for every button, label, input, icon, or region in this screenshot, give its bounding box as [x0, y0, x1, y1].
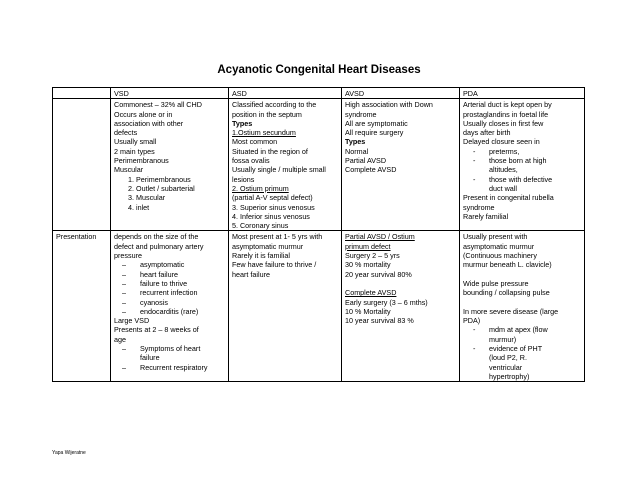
text-line: bounding / collapsing pulse	[463, 288, 550, 298]
header-cell-vsd: VSD	[111, 88, 229, 99]
dash-marker: –	[122, 344, 126, 354]
table-header-row	[53, 88, 585, 99]
text-line: 20 year survival 80%	[345, 269, 412, 279]
text-line: heart failure	[232, 269, 270, 279]
item-continuation: altitudes,	[489, 165, 518, 175]
text-line: Wide pulse pressure	[463, 278, 529, 288]
text-line: Most common	[232, 137, 278, 147]
text-line: prostaglandins in foetal life	[463, 109, 549, 119]
overview-avsd-cell	[342, 99, 460, 231]
dash-item	[114, 344, 225, 353]
dash-item	[114, 307, 225, 316]
text-line: Normal	[345, 146, 369, 156]
text-line: depends on the size of the	[114, 232, 199, 242]
hyphen-marker: -	[473, 344, 476, 354]
hyphen-item	[463, 325, 581, 334]
text-line: Rarely familial	[463, 211, 509, 221]
text-line: (Continuous machinery	[463, 251, 537, 261]
text-line: 3. Superior sinus venosus	[232, 202, 315, 212]
dash-marker: –	[122, 269, 126, 279]
dash-item	[114, 288, 225, 297]
item-text: mdm at apex (flow	[489, 325, 548, 335]
types-heading: Types	[232, 118, 253, 128]
hyphen-marker: -	[473, 325, 476, 335]
text-line: Usually single / multiple small	[232, 165, 326, 175]
text-line: Complete AVSD	[345, 165, 397, 175]
item-continuation: hypertrophy)	[489, 371, 530, 381]
text-line: High association with Down	[345, 100, 433, 110]
overview-vsd-cell	[111, 99, 229, 231]
text-line: Delayed closure seen in	[463, 137, 540, 147]
item-text: Recurrent respiratory	[140, 362, 208, 372]
text-line: Few have failure to thrive /	[232, 260, 317, 270]
text-line: association with other	[114, 118, 184, 128]
subheading: Complete AVSD	[345, 288, 397, 298]
text-line: 2 main types	[114, 146, 155, 156]
types-heading: Types	[345, 137, 366, 147]
text-line: All are symptomatic	[345, 118, 408, 128]
text-line: Surgery 2 – 5 yrs	[345, 251, 400, 261]
numbered-item: 4. inlet	[128, 202, 150, 212]
text-line: Usually closes in first few	[463, 118, 544, 128]
spacer	[463, 270, 581, 279]
text-line: 10 year survival 83 %	[345, 316, 414, 326]
overview-asd-cell	[229, 99, 342, 231]
numbered-item: 3. Muscular	[128, 193, 166, 203]
item-text: failure to thrive	[140, 278, 188, 288]
dash-marker: –	[122, 362, 126, 372]
item-text: preterms,	[489, 146, 520, 156]
header-cell-asd: ASD	[229, 88, 342, 99]
text-line: lesions	[232, 174, 255, 184]
text-line: Present in congenital rubella	[463, 193, 554, 203]
table-row-presentation	[53, 231, 585, 382]
dash-marker: –	[122, 288, 126, 298]
dash-item	[114, 279, 225, 288]
comparison-table	[52, 87, 585, 382]
text-line: age	[114, 334, 126, 344]
text-line: pressure	[114, 251, 142, 261]
spacer	[463, 298, 581, 307]
item-text: those born at high	[489, 156, 547, 166]
numbered-item: 2. Outlet / subarterial	[128, 183, 195, 193]
text-line: syndrome	[345, 109, 377, 119]
item-continuation: ventricular	[489, 362, 523, 372]
dash-item	[114, 298, 225, 307]
text-line: Classified according to the	[232, 100, 317, 110]
text-line: Situated in the region of	[232, 146, 308, 156]
presentation-asd-cell	[229, 231, 342, 382]
text-line: asymptomatic murmur	[232, 241, 304, 251]
numbered-item: 1. Perimembranous	[128, 174, 191, 184]
item-continuation: failure	[140, 353, 160, 363]
spacer	[345, 279, 456, 288]
row-label-presentation: Presentation	[53, 231, 111, 382]
item-text: asymptomatic	[140, 260, 185, 270]
text-line: Occurs alone or in	[114, 109, 173, 119]
text-line: days after birth	[463, 128, 511, 138]
item-text: recurrent infection	[140, 288, 198, 298]
subheading: Partial AVSD / Ostium	[345, 232, 415, 242]
item-text: endocarditis (rare)	[140, 306, 199, 316]
text-line: All require surgery	[345, 128, 404, 138]
item-text: cyanosis	[140, 297, 168, 307]
dash-marker: –	[122, 278, 126, 288]
text-line: asymptomatic murmur	[463, 241, 535, 251]
text-line: fossa ovalis	[232, 156, 270, 166]
text-line: Muscular	[114, 165, 144, 175]
text-line: defect and pulmonary artery	[114, 241, 204, 251]
text-line: Usually small	[114, 137, 157, 147]
text-line: Partial AVSD	[345, 156, 387, 166]
text-line: position in the septum	[232, 109, 302, 119]
dash-item	[114, 363, 225, 372]
text-line: Commonest – 32% all CHD	[114, 100, 202, 110]
text-line: PDA)	[463, 316, 481, 326]
row-label-overview	[53, 99, 111, 231]
dash-item	[114, 270, 225, 279]
subheading: 2. Ostium primum	[232, 183, 289, 193]
dash-marker: –	[122, 297, 126, 307]
text-line: In more severe disease (large	[463, 306, 559, 316]
text-line: Usually present with	[463, 232, 528, 242]
text-line: murmur beneath L. clavicle)	[463, 260, 552, 270]
header-cell-empty	[53, 88, 111, 99]
text-line: Presents at 2 – 8 weeks of	[114, 325, 199, 335]
text-line: Most present at 1- 5 yrs with	[232, 232, 323, 242]
text-line: Perimembranous	[114, 156, 169, 166]
presentation-vsd-cell	[111, 231, 229, 382]
table-row-overview	[53, 99, 585, 231]
item-text: Symptoms of heart	[140, 344, 201, 354]
text-line: Early surgery (3 – 6 mths)	[345, 297, 428, 307]
text-line: 30 % mortality	[345, 260, 391, 270]
item-continuation: (loud P2, R.	[489, 353, 527, 363]
presentation-pda-cell	[460, 231, 585, 382]
hyphen-marker: -	[473, 156, 476, 166]
hyphen-item	[463, 175, 581, 184]
page-title: Acyanotic Congenital Heart Diseases	[217, 64, 421, 76]
hyphen-marker: -	[473, 146, 476, 156]
text-line: Large VSD	[114, 316, 150, 326]
presentation-avsd-cell	[342, 231, 460, 382]
hyphen-item	[463, 147, 581, 156]
hyphen-item	[463, 156, 581, 165]
text-line: Rarely it is familial	[232, 251, 290, 261]
subheading: 1.Ostium secundum	[232, 128, 296, 138]
text-line: 5. Coronary sinus	[232, 221, 289, 231]
dash-marker: –	[122, 306, 126, 316]
hyphen-item	[463, 344, 581, 353]
text-line: 10 % Mortality	[345, 306, 391, 316]
text-line: syndrome	[463, 202, 495, 212]
item-text: heart failure	[140, 269, 178, 279]
item-continuation: murmur)	[489, 334, 517, 344]
header-cell-pda: PDA	[460, 88, 585, 99]
text-line: Arterial duct is kept open by	[463, 100, 552, 110]
dash-item	[114, 260, 225, 269]
text-line: defects	[114, 128, 138, 138]
text-line: 4. Inferior sinus venosus	[232, 211, 310, 221]
item-text: those with defective	[489, 174, 553, 184]
item-text: evidence of PHT	[489, 344, 543, 354]
header-cell-avsd: AVSD	[342, 88, 460, 99]
hyphen-marker: -	[473, 174, 476, 184]
item-continuation: duct wall	[489, 183, 517, 193]
footer-author: Yapa Wijeratne	[52, 450, 86, 456]
subheading: primum defect	[345, 241, 391, 251]
overview-pda-cell	[460, 99, 585, 231]
text-line: (partial A-V septal defect)	[232, 193, 313, 203]
dash-marker: –	[122, 260, 126, 270]
